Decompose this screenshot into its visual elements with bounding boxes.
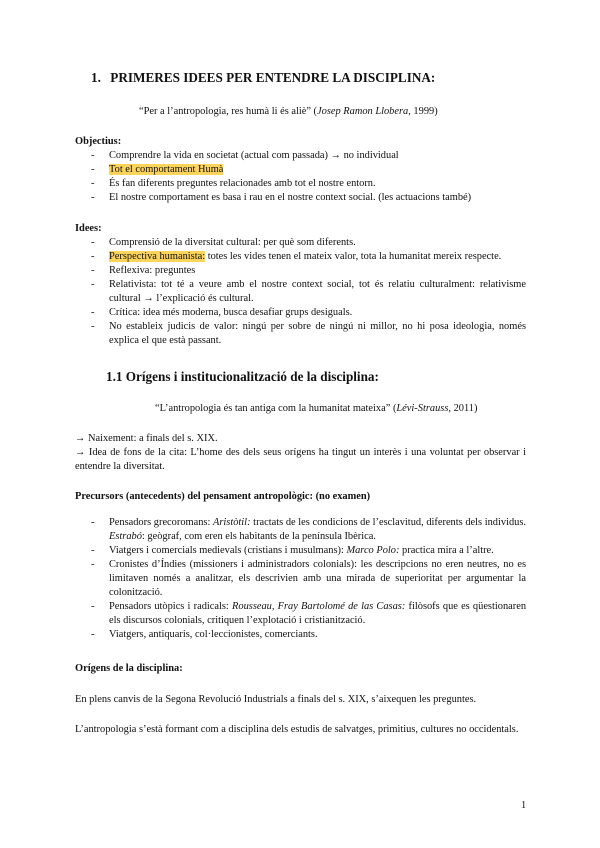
list-item: - Cronistes d’Índies (missioners i administradors colonials): les descripcions no eren neutres, no es limitaven només a analitzar, els descrivien amb una mirada de superioritat per argumentar la colonització. xyxy=(75,558,526,600)
list-item xyxy=(75,516,526,544)
list-item: - Comprensió de la diversitat cultural: per què som diferents. xyxy=(75,236,526,250)
arrow-note: → Idea de fons de la cita: L’home des dels seus orígens ha tingut un interès i una voluntat per observar i entendre la diversitat. xyxy=(75,447,526,472)
origens-paragraph-2: L’antropologia s’està formant com a disciplina dels estudis de salvatges, primitius, cultures no occidentals. xyxy=(75,724,519,735)
list-item xyxy=(75,250,526,264)
idees-label: Idees: xyxy=(75,223,102,234)
heading-title: PRIMERES IDEES PER ENTENDRE LA DISCIPLINA: xyxy=(110,70,436,85)
arrow-note: → Naixement: a finals del s. XIX. xyxy=(75,433,218,444)
list-item: - No estableix judicis de valor: ningú per sobre de ningú ni millor, no hi posa ideologia, només explica el que està passant. xyxy=(75,320,526,348)
quote-text: “Per a l’antropologia, res humà li és aliè” ( xyxy=(139,106,318,117)
quote-year: , 2011) xyxy=(448,403,478,414)
list-item-text: Pensadors grecoromans: xyxy=(109,517,213,528)
list-item-text: totes les vides tenen el mateix valor, tota la humanitat mereix respecte. xyxy=(205,251,502,262)
highlighted-text: Perspectiva humanista: xyxy=(109,251,206,262)
precursors-label: Precursors (antecedents) del pensament antropològic: (no examen) xyxy=(75,491,371,502)
quote-year: , 1999) xyxy=(408,106,438,117)
list-item: - Crítica: idea més moderna, busca desafiar grups desiguals. xyxy=(75,306,526,320)
page-number: 1 xyxy=(521,800,527,811)
quote-author: Lévi-Strauss xyxy=(396,403,449,414)
quote-text: “L’antropologia és tan antiga com la humanitat mateixa” ( xyxy=(155,403,397,414)
list-item: - Relativista: tot té a veure amb el nostre context social, tot és relatiu culturalment: relativisme cultural → l’explicació és cultural. xyxy=(75,278,526,306)
list-item: - Comprendre la vida en societat (actual com passada) → no individual xyxy=(75,149,526,163)
objectius-list xyxy=(75,149,526,205)
list-item: - És fan diferents preguntes relacionades amb tot el nostre entorn. xyxy=(75,177,526,191)
italic-name: Aristòtil: xyxy=(213,517,251,528)
heading-number: 1. xyxy=(91,70,101,85)
objectius-label: Objectius: xyxy=(75,136,122,147)
list-item-text: practica mira a l’altre. xyxy=(399,545,494,556)
list-item: - Reflexiva: preguntes xyxy=(75,264,526,278)
list-item: - El nostre comportament es basa i rau en el nostre context social. (les actuacions també) xyxy=(75,191,526,205)
list-item: - Viatgers, antiquaris, col·leccionistes, comerciants. xyxy=(75,628,526,642)
quote-levi-strauss xyxy=(155,402,477,416)
list-item xyxy=(75,544,526,558)
italic-name: Marco Polo: xyxy=(346,545,400,556)
italic-name: Rousseau, Fray Bartolomé de las Casas: xyxy=(232,601,406,612)
highlighted-text: Tot el comportament Humà xyxy=(109,164,224,175)
list-item-text: : geògraf, com eren els habitants de la península Ibèrica. xyxy=(141,531,376,542)
list-item-text: Pensadors utòpics i radicals: xyxy=(109,601,233,612)
precursors-list xyxy=(75,516,526,642)
list-item-text: filòsofs que es qüestionaren els discursos colonials, critiquen l’explotació i cristianització. xyxy=(109,601,527,626)
italic-name: Estrabó xyxy=(109,531,142,542)
list-item-text: Viatgers i comercials medievals (cristians i musulmans): xyxy=(109,545,347,556)
quote-author: Josep Ramon Llobera xyxy=(317,106,409,117)
list-item xyxy=(75,600,526,628)
section-heading-1-1: 1.1 Orígens i institucionalització de la disciplina: xyxy=(106,369,379,384)
arrow-notes xyxy=(75,432,526,474)
origens-label: Orígens de la disciplina: xyxy=(75,663,183,674)
quote-llobera xyxy=(139,105,438,119)
origens-paragraph-1: En plens canvis de la Segona Revolució Industrials a finals del s. XIX, s’aixequen les preguntes. xyxy=(75,694,477,705)
section-heading-1 xyxy=(91,71,435,85)
list-item xyxy=(75,163,526,177)
list-item-text: tractats de les condicions de l’esclavitud, diferents dels individus. xyxy=(250,517,526,528)
idees-list xyxy=(75,236,526,348)
